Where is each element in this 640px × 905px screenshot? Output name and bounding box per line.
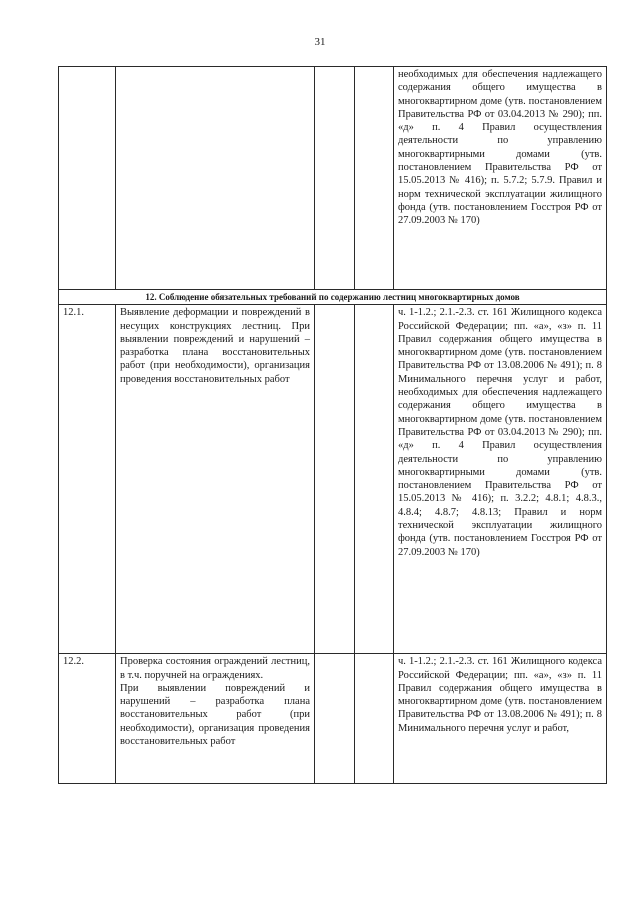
description-paragraph: При выявлении повреждений и нарушений – разработка плана восстановительных работ (при необходимости), организация проведения восстановительных работ <box>120 682 310 748</box>
requirements-table <box>58 66 607 784</box>
cell-empty <box>315 67 355 290</box>
description-paragraph: Проверка состояния ограждений лестниц, в т.ч. поручней на ограждениях. <box>120 656 310 681</box>
cell-requirements: необходимых для обеспечения надлежащего содержания общего имущества в многоквартирном доме (утв. постановлением Правительства РФ от 03.04.2013 № 290); пп. «д» п. 4 Правил осуществления деятельности по управлению многоквартирными домами (утв. постановлением Правительства РФ от 15.05.2013 № 416); п. 5.7.2; 5.7.9. Правил и норм технической эксплуатации жилищного фонда (утв. постановлением Госстроя РФ от 27.09.2003 № 170) <box>394 67 607 290</box>
cell-number: 12.1. <box>59 305 116 654</box>
cell-requirements: ч. 1-1.2.; 2.1.-2.3. ст. 161 Жилищного кодекса Российской Федерации; пп. «а», «з» п. 11 Правил содержания общего имущества в многоквартирном доме (утв. постановлением Правительства РФ от 13.08.2006 № 491); п. 8 Минимального перечня услуг и работ, <box>394 654 607 784</box>
cell-empty <box>355 305 394 654</box>
cell-empty <box>315 654 355 784</box>
page-number: 31 <box>314 36 326 48</box>
cell-description <box>116 67 315 290</box>
section-row <box>59 290 607 305</box>
cell-requirements: ч. 1-1.2.; 2.1.-2.3. ст. 161 Жилищного кодекса Российской Федерации; пп. «а», «з» п. 11 Правил содержания общего имущества в многоквартирном доме (утв. постановлением Правительства РФ от 13.08.2006 № 491); п. 8 Минимального перечня услуг и работ, необходимых для обеспечения надлежащего содержания общего имущества в многоквартирном доме (утв. постановлением Правительства РФ от 03.04.2013 № 290); пп. «д» п. 4 Правил осуществления деятельности по управлению многоквартирными домами (утв. постановлением Правительства РФ от 15.05.2013 № 416); п. 3.2.2; 4.8.1; 4.8.3., 4.8.4; 4.8.7; 4.8.13; Правил и норм технической эксплуатации жилищного фонда (утв. постановлением Госстроя РФ от 27.09.2003 № 170) <box>394 305 607 654</box>
table-row <box>59 305 607 654</box>
cell-empty <box>315 305 355 654</box>
cell-description <box>116 654 315 784</box>
cell-empty <box>355 67 394 290</box>
cell-number <box>59 67 116 290</box>
section-title: 12. Соблюдение обязательных требований по содержанию лестниц многоквартирных домов <box>59 290 607 305</box>
cell-number: 12.2. <box>59 654 116 784</box>
table-row <box>59 654 607 784</box>
cell-empty <box>355 654 394 784</box>
table-row <box>59 67 607 290</box>
cell-description: Выявление деформации и повреждений в несущих конструкциях лестниц. При выявлении повреждений и нарушений – разработка плана восстановительных работ (при необходимости), организация проведения восстановительных работ <box>116 305 315 654</box>
